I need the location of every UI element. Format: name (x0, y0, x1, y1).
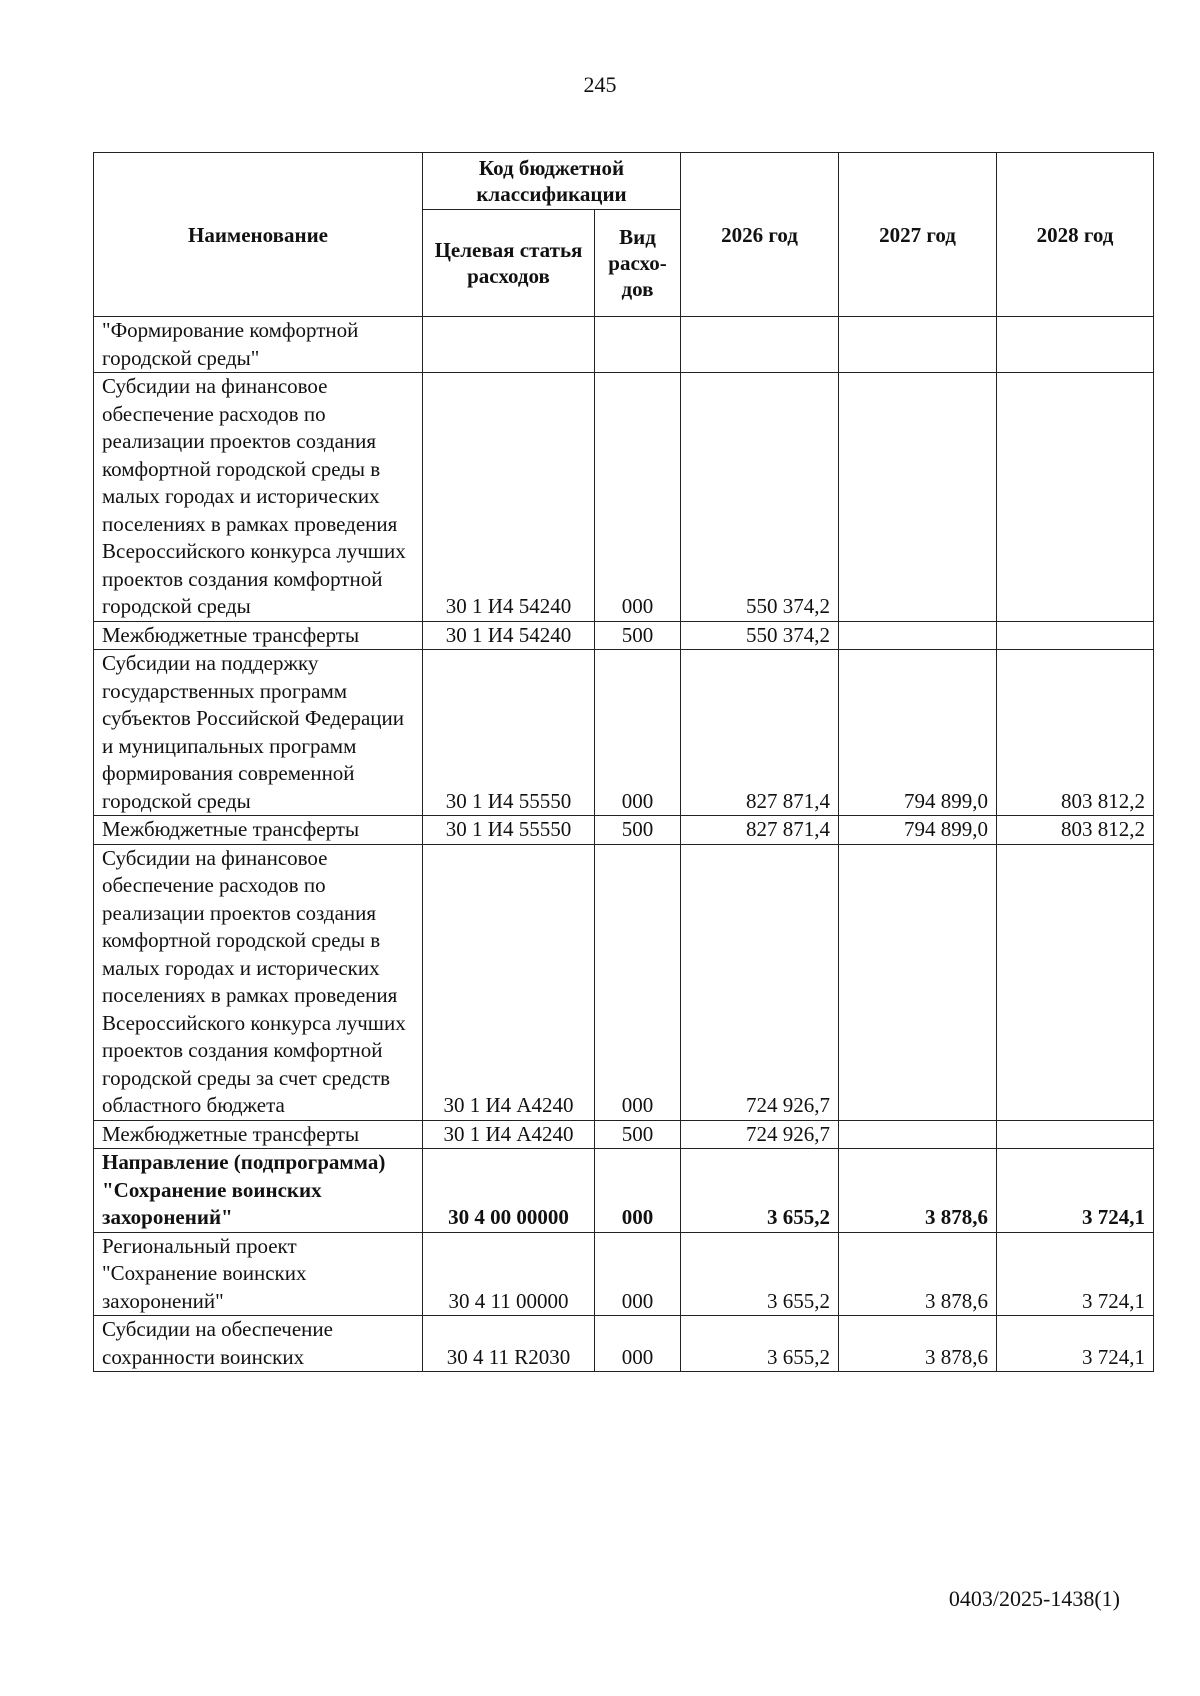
table-row (94, 650, 1154, 816)
row-value-2027: 794 899,0 (839, 816, 997, 845)
row-name: Региональный проект "Сохранение воинских захоронений" (94, 1232, 423, 1316)
row-target-article (423, 317, 595, 373)
header-year-2027: 2027 год (839, 153, 997, 317)
row-value-2027: 3 878,6 (839, 1316, 997, 1372)
row-expense-type: 000 (595, 844, 681, 1120)
header-year-2028: 2028 год (997, 153, 1154, 317)
row-value-2026: 724 926,7 (681, 1120, 839, 1149)
row-target-article: 30 4 00 00000 (423, 1149, 595, 1233)
row-name: "Формирование комфортной городской среды" (94, 317, 423, 373)
budget-table (93, 152, 1154, 1372)
row-value-2026: 827 871,4 (681, 650, 839, 816)
row-value-2026: 550 374,2 (681, 373, 839, 622)
row-target-article: 30 4 11 00000 (423, 1232, 595, 1316)
row-expense-type (595, 317, 681, 373)
row-target-article: 30 1 И4 54240 (423, 373, 595, 622)
row-name: Субсидии на обеспечение сохранности воинских (94, 1316, 423, 1372)
table-header (94, 153, 1154, 317)
row-name: Межбюджетные трансферты (94, 1120, 423, 1149)
row-name: Направление (подпрограмма) "Сохранение воинских захоронений" (94, 1149, 423, 1233)
row-value-2027 (839, 373, 997, 622)
header-expense-type: Вид расхо-дов (595, 210, 681, 317)
row-value-2026: 550 374,2 (681, 621, 839, 650)
row-value-2028 (997, 1120, 1154, 1149)
row-value-2027: 3 878,6 (839, 1232, 997, 1316)
row-value-2028 (997, 844, 1154, 1120)
row-expense-type: 000 (595, 650, 681, 816)
header-target-article: Целевая статья расходов (423, 210, 595, 317)
row-value-2028: 3 724,1 (997, 1316, 1154, 1372)
row-expense-type: 000 (595, 373, 681, 622)
row-value-2027 (839, 1120, 997, 1149)
row-value-2027: 3 878,6 (839, 1149, 997, 1233)
row-value-2026 (681, 317, 839, 373)
row-expense-type: 500 (595, 816, 681, 845)
row-value-2026: 724 926,7 (681, 844, 839, 1120)
table-body (94, 317, 1154, 1372)
row-expense-type: 000 (595, 1232, 681, 1316)
row-target-article: 30 1 И4 55550 (423, 816, 595, 845)
table-row (94, 317, 1154, 373)
table-row (94, 844, 1154, 1120)
table-row (94, 816, 1154, 845)
row-value-2028: 3 724,1 (997, 1232, 1154, 1316)
row-name: Субсидии на поддержку государственных программ субъектов Российской Федерации и муниципальных программ формирования современной городской среды (94, 650, 423, 816)
row-expense-type: 000 (595, 1316, 681, 1372)
row-target-article: 30 1 И4 54240 (423, 621, 595, 650)
row-value-2027 (839, 317, 997, 373)
row-value-2026: 827 871,4 (681, 816, 839, 845)
row-target-article: 30 1 И4 А4240 (423, 844, 595, 1120)
table-row (94, 1120, 1154, 1149)
row-value-2027 (839, 621, 997, 650)
row-value-2028: 803 812,2 (997, 816, 1154, 845)
page-number: 245 (583, 72, 617, 97)
row-name: Межбюджетные трансферты (94, 816, 423, 845)
row-expense-type: 000 (595, 1149, 681, 1233)
row-value-2026: 3 655,2 (681, 1232, 839, 1316)
row-value-2027 (839, 844, 997, 1120)
row-expense-type: 500 (595, 621, 681, 650)
table-row (94, 1316, 1154, 1372)
row-expense-type: 500 (595, 1120, 681, 1149)
row-value-2028 (997, 317, 1154, 373)
row-value-2026: 3 655,2 (681, 1316, 839, 1372)
document-number: 0403/2025-1438(1) (948, 1586, 1120, 1611)
row-target-article: 30 4 11 R2030 (423, 1316, 595, 1372)
row-value-2028: 3 724,1 (997, 1149, 1154, 1233)
row-value-2028: 803 812,2 (997, 650, 1154, 816)
header-code-group: Код бюджетной классификации (423, 153, 681, 210)
header-name: Наименование (94, 153, 423, 317)
row-value-2027: 794 899,0 (839, 650, 997, 816)
row-target-article: 30 1 И4 А4240 (423, 1120, 595, 1149)
row-value-2028 (997, 373, 1154, 622)
row-name: Субсидии на финансовое обеспечение расходов по реализации проектов создания комфортной городской среды в малых городах и исторических поселениях в рамках проведения Всероссийского конкурса лучших проектов создания комфортной городской среды за счет средств областного бюджета (94, 844, 423, 1120)
row-value-2028 (997, 621, 1154, 650)
row-target-article: 30 1 И4 55550 (423, 650, 595, 816)
header-year-2026: 2026 год (681, 153, 839, 317)
row-name: Межбюджетные трансферты (94, 621, 423, 650)
table-row (94, 1149, 1154, 1233)
table-row (94, 1232, 1154, 1316)
table-row (94, 621, 1154, 650)
row-value-2026: 3 655,2 (681, 1149, 839, 1233)
row-name: Субсидии на финансовое обеспечение расходов по реализации проектов создания комфортной городской среды в малых городах и исторических поселениях в рамках проведения Всероссийского конкурса лучших проектов создания комфортной городской среды (94, 373, 423, 622)
table-row (94, 373, 1154, 622)
